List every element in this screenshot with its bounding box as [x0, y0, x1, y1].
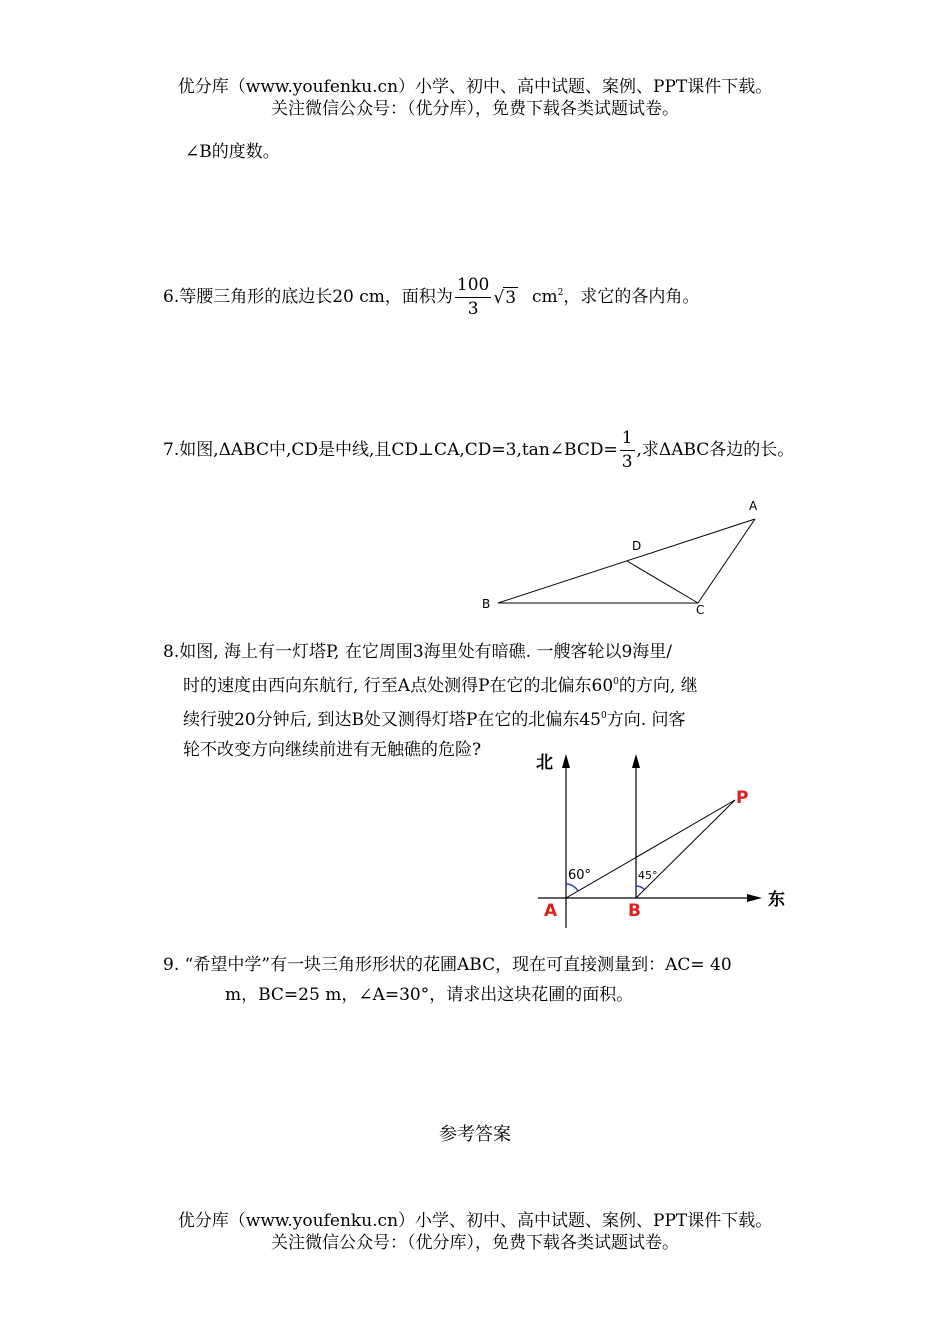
q6-fraction-denominator: 3 [467, 299, 479, 319]
q9-line-2: m，BC=25 m，∠A=30°，请求出这块花圃的面积。 [225, 985, 634, 1005]
q8-label-a: A [544, 901, 558, 921]
q8-label-b: B [628, 901, 641, 921]
q8-angle-arc-b [636, 886, 645, 890]
q8-label-p: P [736, 788, 749, 808]
footer-line-2: 关注微信公众号：（优分库），免费下载各类试题试卷。 [271, 1233, 679, 1253]
header-line-1: 优分库（www.youfenku.cn）小学、初中、高中试题、案例、PPT课件下载。 [177, 77, 773, 97]
q6-prefix: 6.等腰三角形的底边长20 cm，面积为 [163, 287, 453, 307]
q7-segment-ac [698, 519, 755, 603]
q8-line-4: 轮不改变方向继续前进有无触礁的危险? [183, 740, 482, 760]
q6-fraction-numerator: 100 [455, 277, 491, 298]
q8-north-arrow-a [562, 754, 570, 768]
q8-lighthouse-figure [530, 748, 800, 933]
q6-unit-sup: 2 [557, 288, 564, 298]
question-9 [163, 950, 732, 1010]
q8-line-3 [163, 701, 698, 735]
q7-label-a: A [749, 499, 758, 513]
q7-suffix: ,求ΔABC各边的长。 [636, 440, 795, 460]
q8-north-arrow-b [632, 754, 640, 768]
q8-angle-arc-a [566, 884, 578, 891]
q8-angle-label-a: 60° [568, 868, 592, 883]
q5-tail: ∠B的度数。 [185, 142, 280, 162]
q8-east-arrow [747, 894, 762, 902]
q7-segment-cd [627, 561, 698, 603]
q9-line-1: 9. “希望中学”有一块三角形形状的花圃ABC，现在可直接测量到：AC= 40 [163, 955, 732, 975]
q8-angle-label-b: 45° [638, 869, 658, 882]
answer-title: 参考答案 [439, 1124, 511, 1145]
header-line-2: 关注微信公众号：（优分库），免费下载各类试题试卷。 [271, 99, 679, 119]
q8-line-1: 8.如图, 海上有一灯塔P, 在它周围3海里处有暗礁. 一艘客轮以9海里/ [163, 642, 672, 662]
q7-fraction-denominator: 3 [621, 452, 633, 472]
q8-line-3-tail: 方向. 问客 [606, 710, 686, 730]
q8-line-3-sup: 0 [601, 711, 607, 721]
q8-line-2 [163, 667, 698, 701]
question-7 [163, 425, 794, 475]
q6-radicand: 3 [505, 287, 517, 308]
q8-line-3-text: 续行驶20分钟后, 到达B处又测得灯塔P在它的北偏东45 [183, 710, 602, 730]
q6-unit: cm [532, 287, 558, 307]
q7-triangle-figure [470, 495, 770, 620]
q6-fraction [455, 277, 491, 318]
q7-fraction [620, 430, 635, 471]
q8-label-east: 东 [768, 890, 785, 910]
q8-line-2-text: 时的速度由西向东航行, 行至A点处测得P在它的北偏东60 [183, 676, 614, 696]
q7-label-b: B [482, 597, 491, 611]
q7-label-d: D [632, 539, 642, 553]
footer-line-1: 优分库（www.youfenku.cn）小学、初中、高中试题、案例、PPT课件下载。 [177, 1211, 773, 1231]
q7-fraction-numerator: 1 [620, 430, 635, 451]
q8-line-2-sup: 0 [613, 677, 619, 687]
question-8 [163, 637, 698, 765]
q8-label-north: 北 [536, 753, 553, 773]
q7-segment-ba [498, 519, 755, 603]
q7-label-c: C [696, 603, 705, 617]
question-6 [163, 268, 699, 323]
q6-sqrt: √3 [493, 287, 517, 308]
q8-line-2-tail: 的方向, 继 [618, 676, 698, 696]
q7-prefix: 7.如图,ΔABC中,CD是中线,且CD⊥CA,CD=3,tan∠BCD= [163, 440, 618, 460]
q6-suffix: ，求它的各内角。 [563, 287, 700, 307]
